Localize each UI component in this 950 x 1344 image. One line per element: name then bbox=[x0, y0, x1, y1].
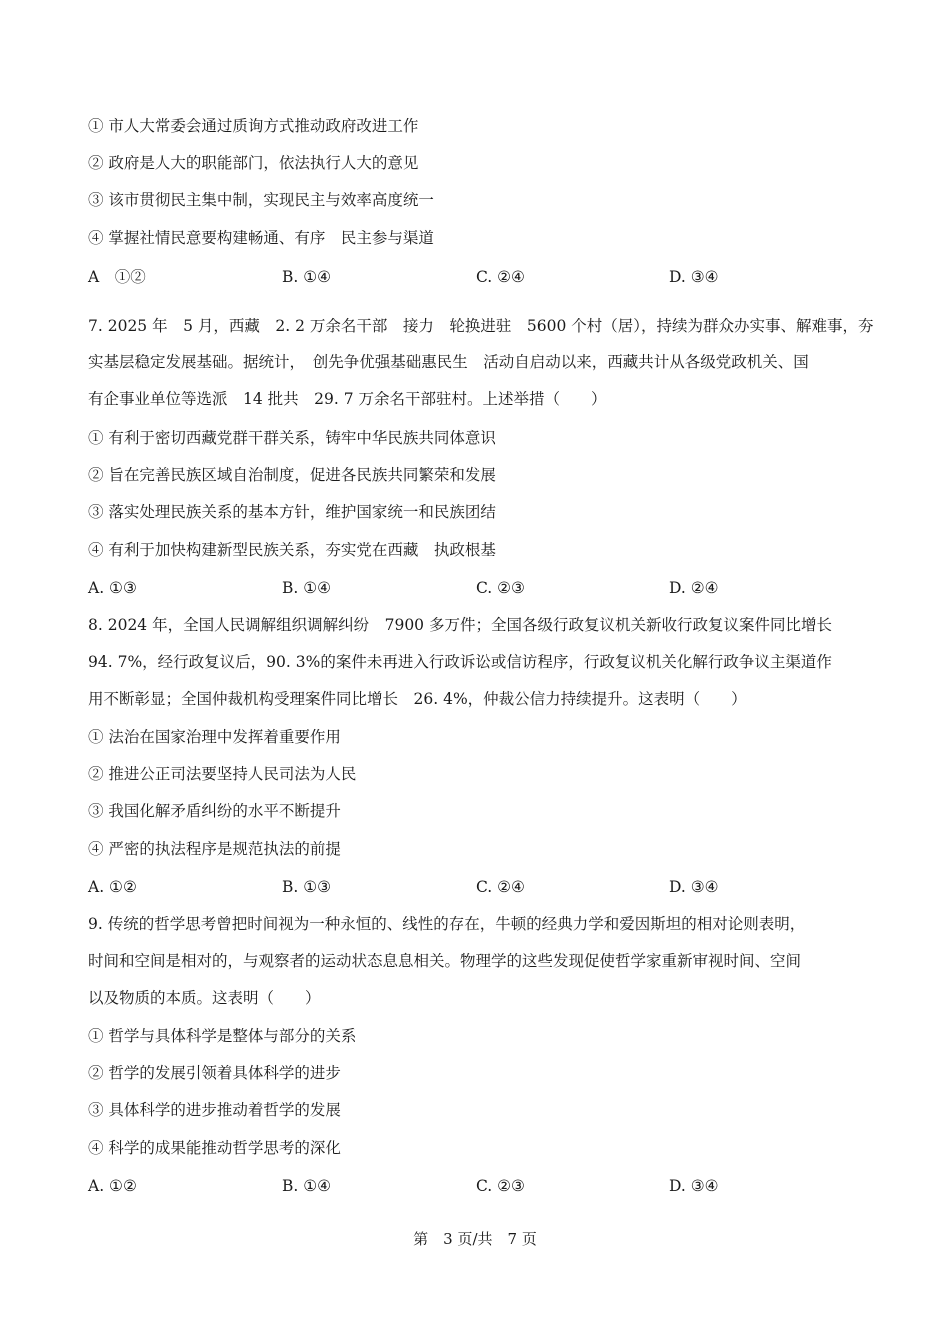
question-7-option-b[interactable]: B. ①④ bbox=[282, 579, 332, 597]
question-7-stem-line-2: 实基层稳定发展基础。据统计， 创先争优强基础惠民生 活动自启动以来，西藏共计从各级党政机关、国 bbox=[88, 353, 809, 371]
question-7-statement-4: ④ 有利于加快构建新型民族关系，夯实党在西藏 执政根基 bbox=[88, 541, 496, 559]
question-8-option-a[interactable]: A. ①② bbox=[88, 878, 137, 896]
statement-3: ③ 该市贯彻民主集中制，实现民主与效率高度统一 bbox=[88, 191, 434, 209]
question-9-statement-3: ③ 具体科学的进步推动着哲学的发展 bbox=[88, 1101, 341, 1119]
question-7-statement-1: ① 有利于密切西藏党群干群关系，铸牢中华民族共同体意识 bbox=[88, 429, 496, 447]
question-7-option-a[interactable]: A. ①③ bbox=[88, 579, 137, 597]
question-7-stem-line-1: 7. 2025 年 5 月，西藏 2. 2 万余名干部 接力 轮换进驻 5600 个村（居），持续为群众办实事、解难事，夯 bbox=[88, 317, 874, 335]
statement-1: ① 市人大常委会通过质询方式推动政府改进工作 bbox=[88, 117, 419, 135]
question-7-stem-line-3: 有企事业单位等选派 14 批共 29. 7 万余名干部驻村。上述举措（ ） bbox=[88, 390, 607, 408]
question-9-option-c[interactable]: C. ②③ bbox=[476, 1177, 525, 1195]
question-9-statement-2: ② 哲学的发展引领着具体科学的进步 bbox=[88, 1064, 341, 1082]
statement-2: ② 政府是人大的职能部门，依法执行人大的意见 bbox=[88, 154, 419, 172]
question-9-stem-line-3: 以及物质的本质。这表明（ ） bbox=[88, 989, 321, 1007]
option-c[interactable]: C. ②④ bbox=[476, 268, 525, 286]
question-8-option-c[interactable]: C. ②④ bbox=[476, 878, 525, 896]
question-8-option-d[interactable]: D. ③④ bbox=[669, 878, 719, 896]
question-7-option-d[interactable]: D. ②④ bbox=[669, 579, 719, 597]
option-a[interactable]: A ①② bbox=[88, 268, 146, 286]
question-9-stem-line-1: 9. 传统的哲学思考曾把时间视为一种永恒的、线性的存在，牛顿的经典力学和爱因斯坦的相对论则表明， bbox=[88, 915, 806, 933]
question-8-statement-1: ① 法治在国家治理中发挥着重要作用 bbox=[88, 728, 341, 746]
question-9-statement-4: ④ 科学的成果能推动哲学思考的深化 bbox=[88, 1139, 341, 1157]
question-8-stem-line-1: 8. 2024 年，全国人民调解组织调解纠纷 7900 多万件；全国各级行政复议机关新收行政复议案件同比增长 bbox=[88, 616, 832, 634]
question-7-statement-2: ② 旨在完善民族区域自治制度，促进各民族共同繁荣和发展 bbox=[88, 466, 496, 484]
question-8-stem-line-3: 用不断彰显；全国仲裁机构受理案件同比增长 26. 4%，仲裁公信力持续提升。这表明（ ） bbox=[88, 690, 747, 708]
question-9-option-a[interactable]: A. ①② bbox=[88, 1177, 137, 1195]
question-8-option-b[interactable]: B. ①③ bbox=[282, 878, 332, 896]
question-9-option-b[interactable]: B. ①④ bbox=[282, 1177, 332, 1195]
question-7-option-c[interactable]: C. ②③ bbox=[476, 579, 525, 597]
question-8-statement-2: ② 推进公正司法要坚持人民司法为人民 bbox=[88, 765, 357, 783]
question-8-stem-line-2: 94. 7%，经行政复议后，90. 3%的案件未再进入行政诉讼或信访程序，行政复议机关化解行政争议主渠道作 bbox=[88, 653, 832, 671]
option-d[interactable]: D. ③④ bbox=[669, 268, 719, 286]
statement-4: ④ 掌握社情民意要构建畅通、有序 民主参与渠道 bbox=[88, 229, 434, 247]
question-9-stem-line-2: 时间和空间是相对的，与观察者的运动状态息息相关。物理学的这些发现促使哲学家重新审视时间、空间 bbox=[88, 952, 802, 970]
question-9-option-d[interactable]: D. ③④ bbox=[669, 1177, 719, 1195]
question-8-statement-3: ③ 我国化解矛盾纠纷的水平不断提升 bbox=[88, 802, 341, 820]
option-b[interactable]: B. ①④ bbox=[282, 268, 332, 286]
question-7-statement-3: ③ 落实处理民族关系的基本方针，维护国家统一和民族团结 bbox=[88, 503, 496, 521]
page-footer: 第 3 页/共 7 页 bbox=[413, 1230, 537, 1248]
question-9-statement-1: ① 哲学与具体科学是整体与部分的关系 bbox=[88, 1027, 357, 1045]
question-8-statement-4: ④ 严密的执法程序是规范执法的前提 bbox=[88, 840, 341, 858]
